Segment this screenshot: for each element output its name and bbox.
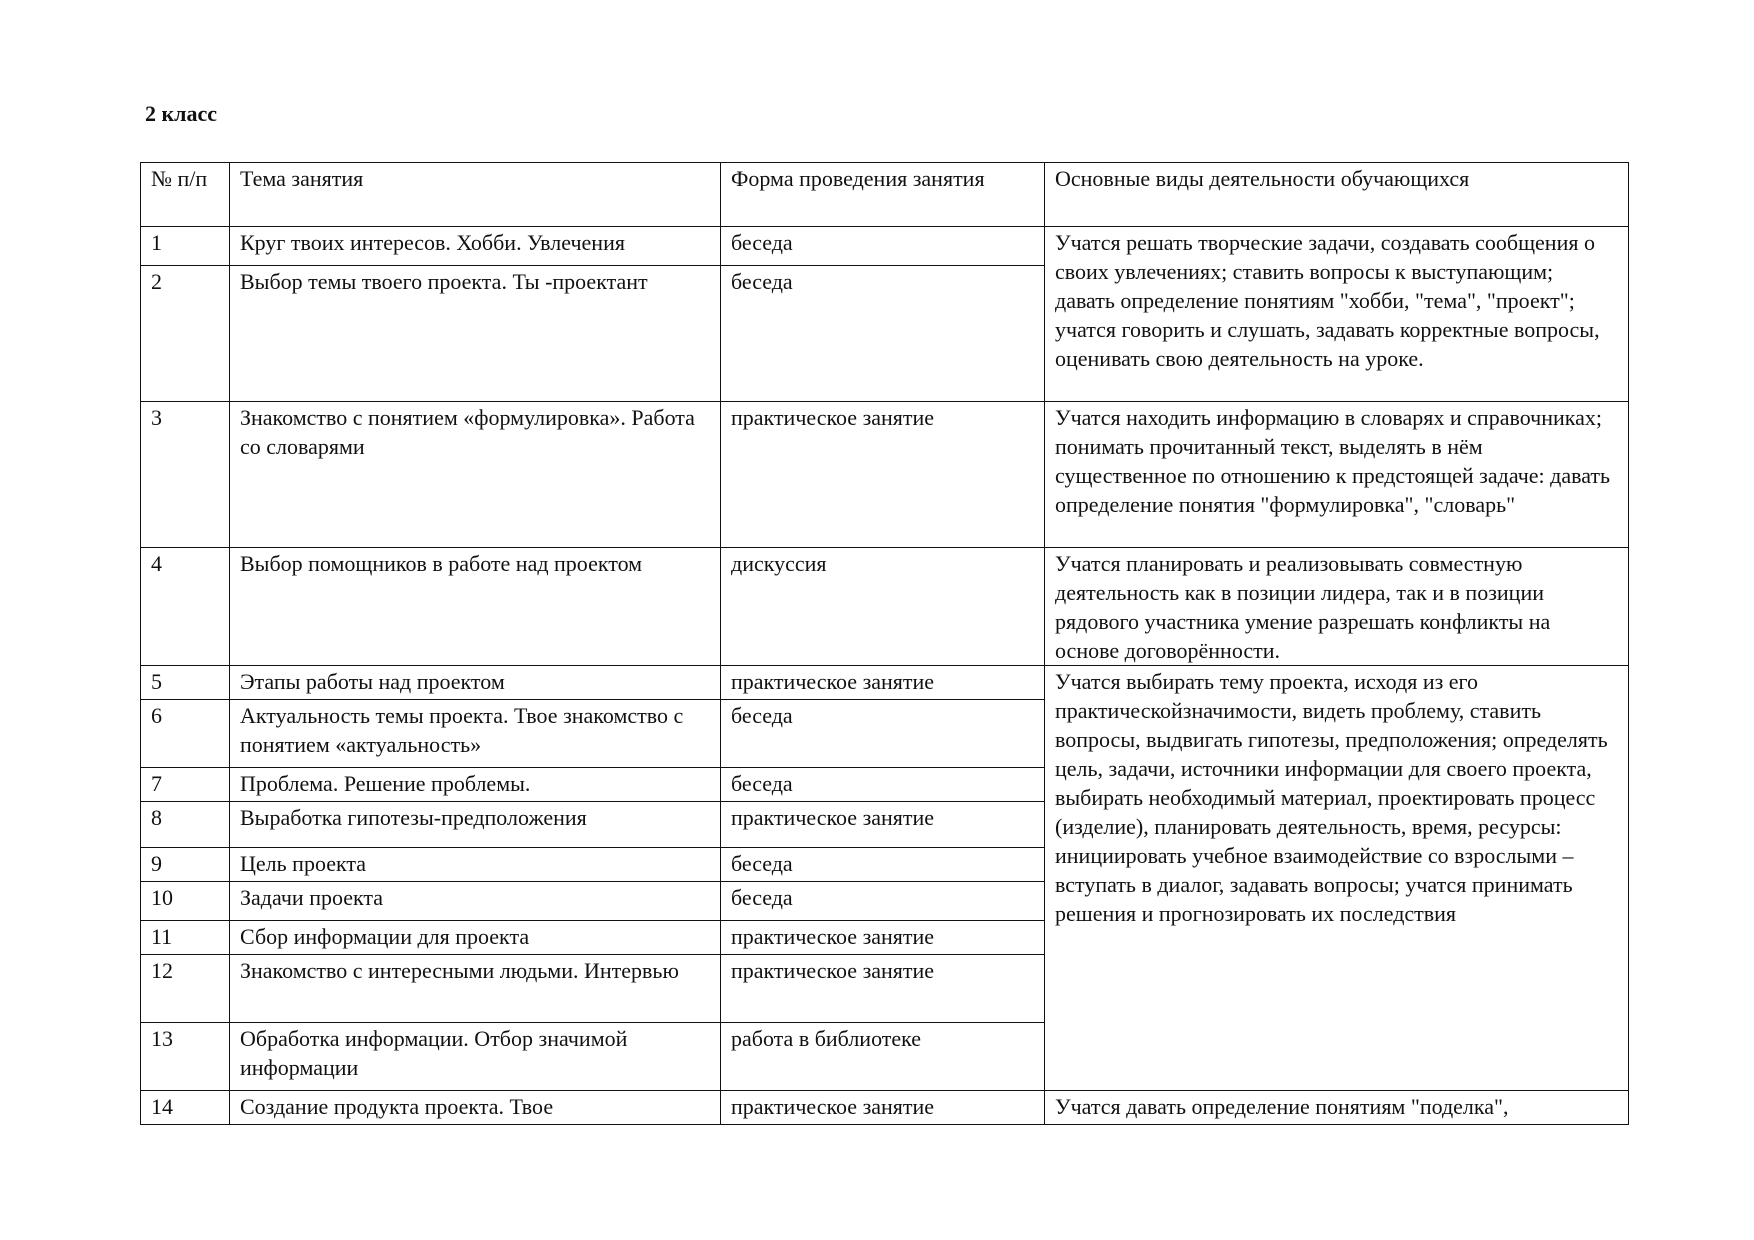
table-row <box>141 227 1629 266</box>
row-form: практическое занятие <box>721 921 1045 955</box>
row-num: 6 <box>141 700 230 768</box>
row-topic: Выработка гипотезы-предположения <box>230 802 721 848</box>
row-form: практическое занятие <box>721 955 1045 1023</box>
row-num: 5 <box>141 666 230 700</box>
row-num: 12 <box>141 955 230 1023</box>
row-topic: Цель проекта <box>230 848 721 882</box>
row-topic: Знакомство с интересными людьми. Интервью <box>230 955 721 1023</box>
row-topic: Этапы работы над проектом <box>230 666 721 700</box>
row-topic: Знакомство с понятием «формулировка». Работа со словарями <box>230 402 721 548</box>
lesson-plan-table <box>140 162 1629 1125</box>
row-activity: Учатся выбирать тему проекта, исходя из его практическойзначимости, видеть проблему, ставить вопросы, выдвигать гипотезы, предположения; определять цель, задачи, источники информации для своего проекта, выбирать необходимый материал, проектировать процесс (изделие), планировать деятельность, время, ресурсы: инициировать учебное взаимодействие со взрослыми – вступать в диалог, задавать вопросы; учатся принимать решения и прогнозировать их последствия <box>1045 666 1629 1091</box>
row-form: практическое занятие <box>721 802 1045 848</box>
row-activity: Учатся планировать и реализовывать совместную деятельность как в позиции лидера, так и в позиции рядового участника умение разрешать конфликты на основе договорённости. <box>1045 548 1629 666</box>
column-header-form: Форма проведения занятия <box>721 163 1045 227</box>
row-form: беседа <box>721 848 1045 882</box>
row-topic: Выбор помощников в работе над проектом <box>230 548 721 666</box>
row-topic: Проблема. Решение проблемы. <box>230 768 721 802</box>
table-row <box>141 1091 1629 1125</box>
row-form: беседа <box>721 882 1045 921</box>
row-num: 13 <box>141 1023 230 1091</box>
row-num: 11 <box>141 921 230 955</box>
row-form: беседа <box>721 768 1045 802</box>
row-num: 1 <box>141 227 230 266</box>
column-header-num: № п/п <box>141 163 230 227</box>
row-num: 14 <box>141 1091 230 1125</box>
row-form: беседа <box>721 227 1045 266</box>
row-form: практическое занятие <box>721 1091 1045 1125</box>
row-form: практическое занятие <box>721 666 1045 700</box>
row-topic: Сбор информации для проекта <box>230 921 721 955</box>
row-num: 4 <box>141 548 230 666</box>
row-topic: Задачи проекта <box>230 882 721 921</box>
row-activity: Учатся решать творческие задачи, создавать сообщения о своих увлечениях; ставить вопросы к выступающим; давать определение понятиям "хобби, "тема", "проект"; учатся говорить и слушать, задавать корректные вопросы, оценивать свою деятельность на уроке. <box>1045 227 1629 402</box>
row-num: 10 <box>141 882 230 921</box>
column-header-activity: Основные виды деятельности обучающихся <box>1045 163 1629 227</box>
row-topic: Обработка информации. Отбор значимой информации <box>230 1023 721 1091</box>
row-activity: Учатся давать определение понятиям "поделка", <box>1045 1091 1629 1125</box>
row-topic: Круг твоих интересов. Хобби. Увлечения <box>230 227 721 266</box>
row-form: практическое занятие <box>721 402 1045 548</box>
row-form: беседа <box>721 700 1045 768</box>
row-topic: Создание продукта проекта. Твое <box>230 1091 721 1125</box>
row-num: 7 <box>141 768 230 802</box>
page-title: 2 класс <box>145 101 218 126</box>
column-header-topic: Тема занятия <box>230 163 721 227</box>
table-row <box>141 402 1629 548</box>
table-header-row <box>141 163 1629 227</box>
row-num: 2 <box>141 266 230 402</box>
row-form: работа в библиотеке <box>721 1023 1045 1091</box>
row-form: беседа <box>721 266 1045 402</box>
row-num: 3 <box>141 402 230 548</box>
row-num: 9 <box>141 848 230 882</box>
row-num: 8 <box>141 802 230 848</box>
row-form: дискуссия <box>721 548 1045 666</box>
row-topic: Выбор темы твоего проекта. Ты -проектант <box>230 266 721 402</box>
table-row <box>141 666 1629 700</box>
row-activity: Учатся находить информацию в словарях и справочниках; понимать прочитанный текст, выделять в нём существенное по отношению к предстоящей задаче: давать определение понятия "формулировка", "словарь" <box>1045 402 1629 548</box>
row-topic: Актуальность темы проекта. Твое знакомство с понятием «актуальность» <box>230 700 721 768</box>
table-row <box>141 548 1629 666</box>
